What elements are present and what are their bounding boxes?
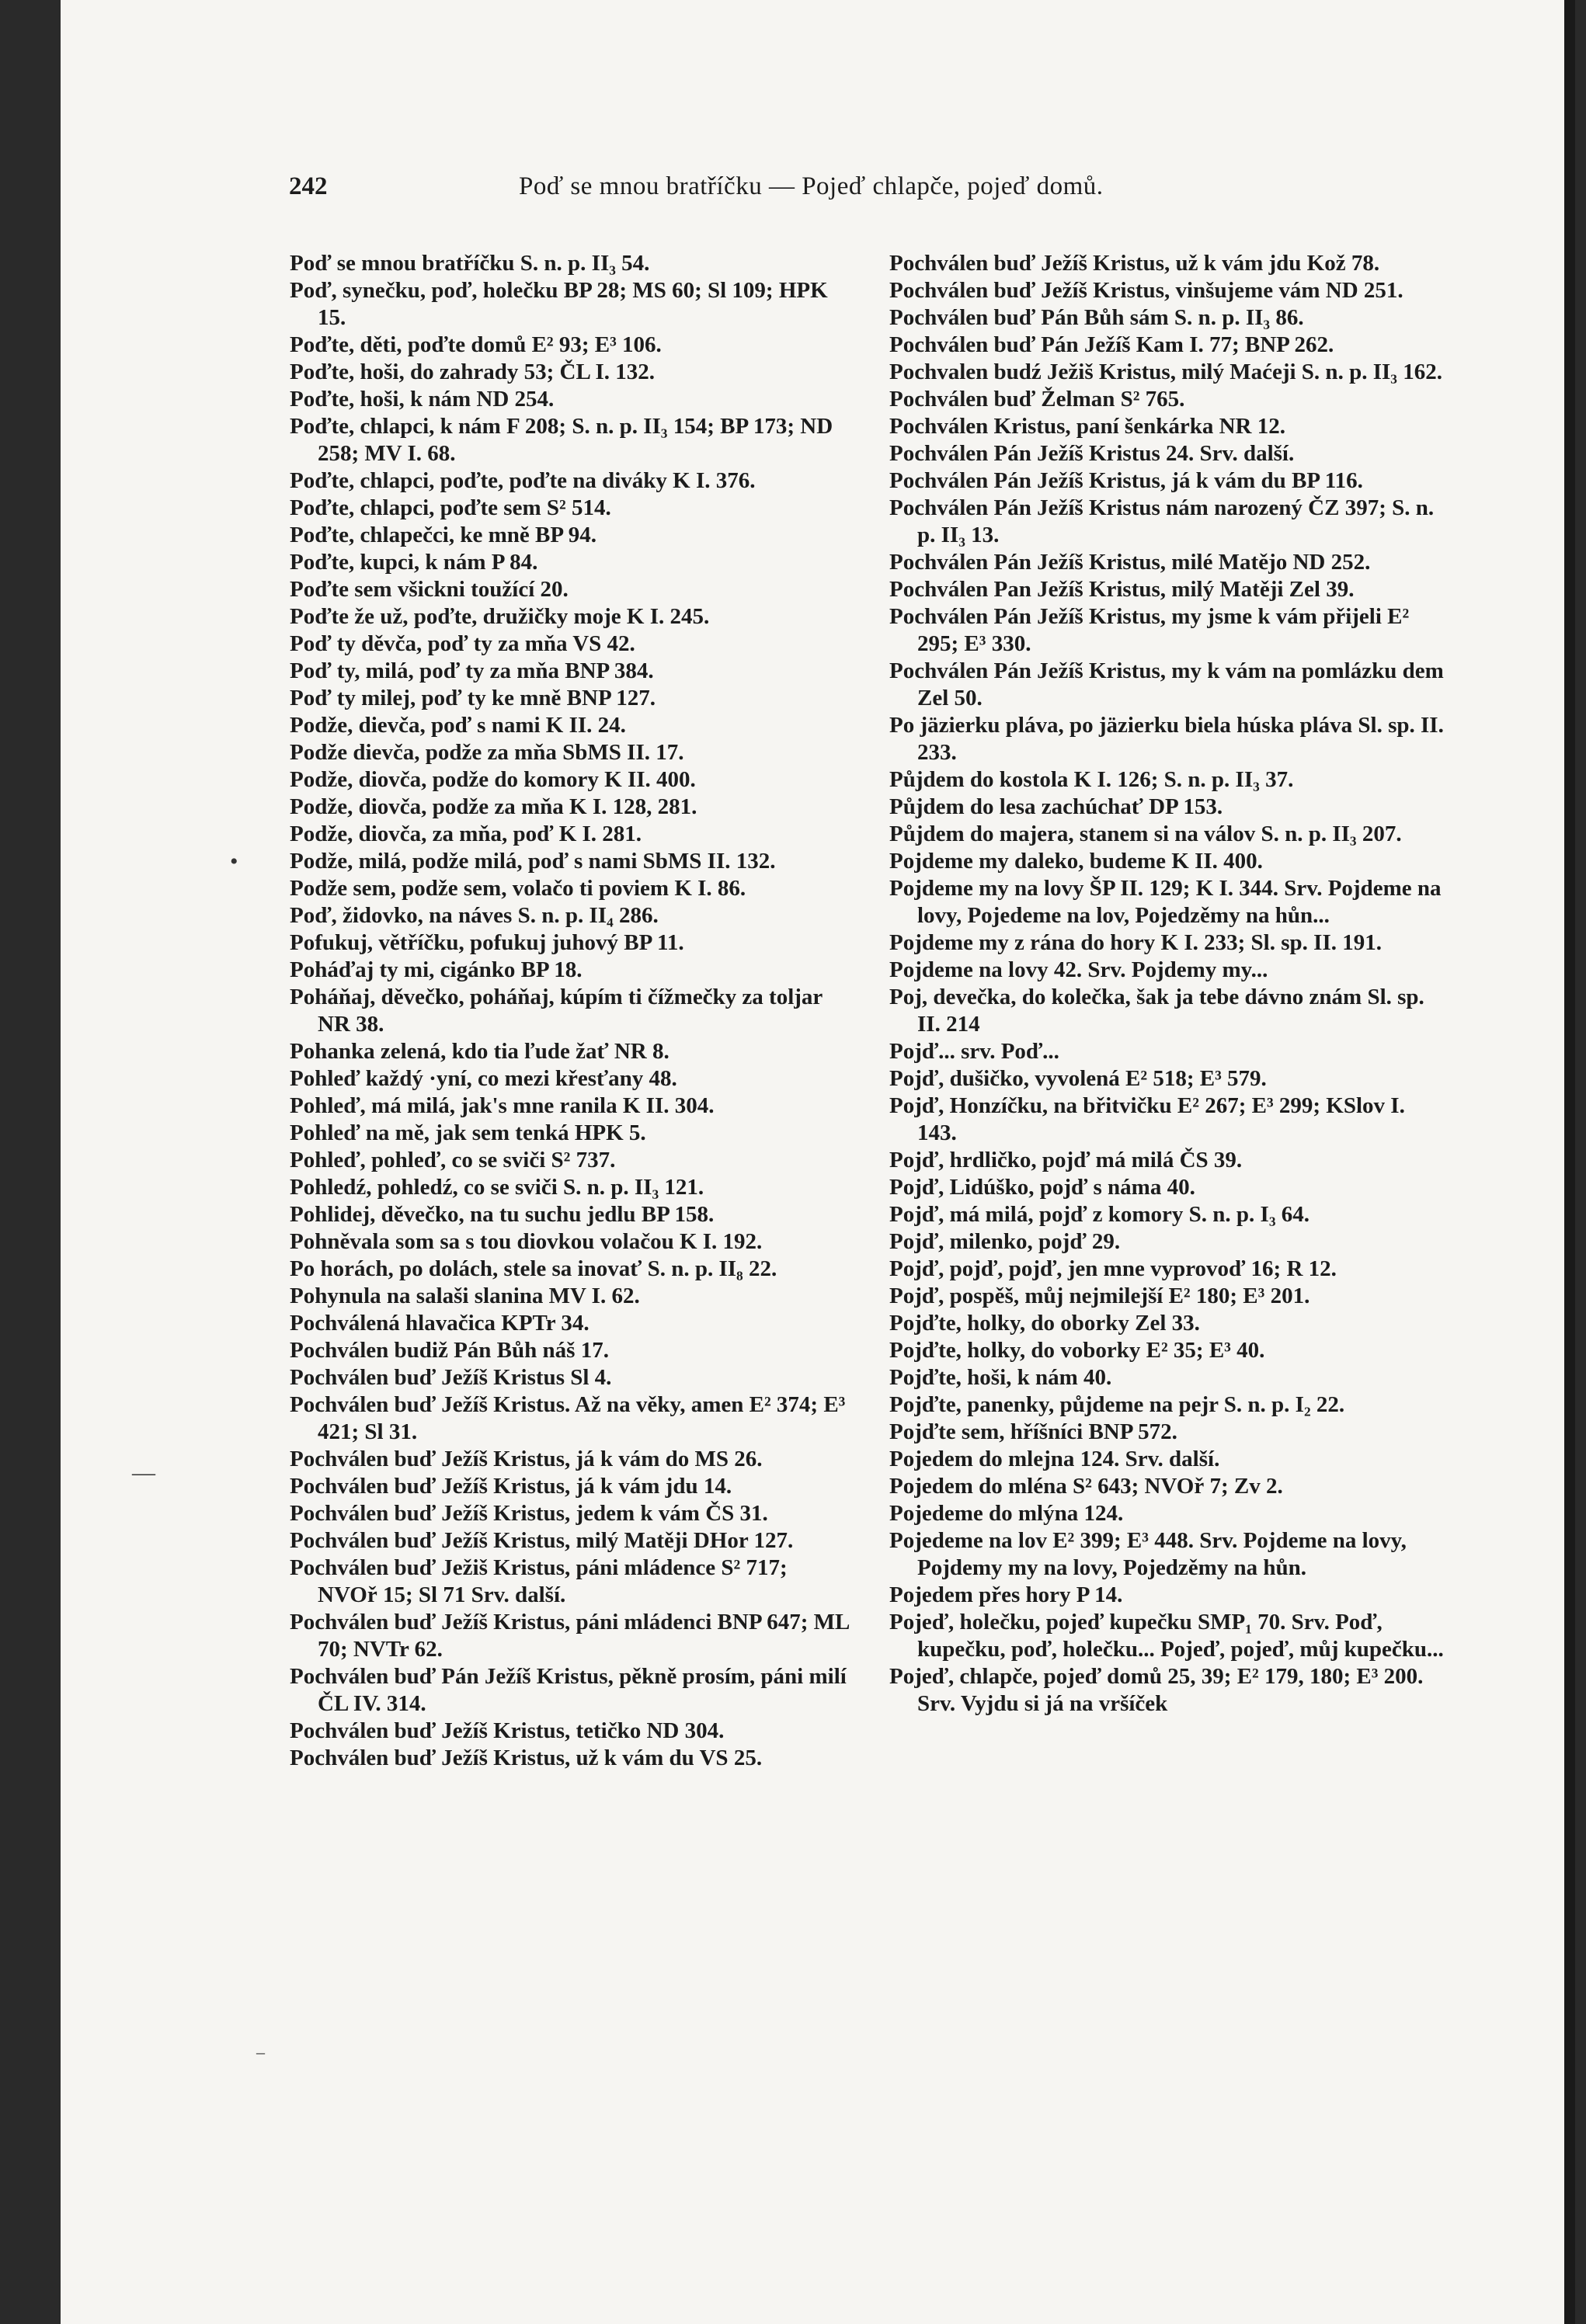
left-column-entry: Poďte, chlapci, poďte, poďte na diváky K I. 376.: [290, 468, 756, 493]
right-column-entry: Pochválen Pán Ježíš Kristus, milé Matějo ND 252.: [889, 550, 1371, 575]
right-column-entry: Pochválen buď Želman S² 765.: [889, 387, 1185, 412]
left-column-entry: Pochválená hlavačica KPTr 34.: [290, 1311, 590, 1336]
right-column-entry: Pochválen buď Ježíš Kristus, už k vám jdu Kož 78.: [889, 251, 1380, 276]
left-column-entry: Podže, dievča, poď s nami K II. 24.: [290, 713, 626, 738]
right-column-entry: Pojďte, hoši, k nám 40.: [889, 1365, 1112, 1390]
right-column-entry: Pojď, má milá, pojď z komory S. n. p. I₃ 64.: [889, 1202, 1310, 1227]
left-column-entry: Poďte, chlapci, k nám F 208; S. n. p. II₃ 154; BP 173; ND 258; MV I. 68.: [290, 414, 833, 466]
right-column-entry: Pojedem do mléna S² 643; NVOř 7; Zv 2.: [889, 1474, 1283, 1499]
left-column-entry: Pohleď, má milá, jak's mne ranila K II. 304.: [290, 1093, 715, 1118]
right-column-entry: Pochválen Pán Ježíš Kristus, my k vám na pomlázku dem Zel 50.: [889, 658, 1444, 710]
right-column-entry: Pojedeme na lov E² 399; E³ 448. Srv. Pojdeme na lovy, Pojdemy my na lovy, Pojedzěmy na hůn.: [889, 1528, 1407, 1580]
left-column-entry: Pochválen buď Ježíš Kristus. Až na věky, amen E² 374; E³ 421; Sl 31.: [290, 1392, 846, 1444]
left-column-entry: Poďte že už, poďte, družičky moje K I. 245.: [290, 604, 710, 629]
left-column-entry: Pochválen buď Ježíš Kristus Sl 4.: [290, 1365, 612, 1390]
left-column-entry: Pohynula na salaši slanina MV I. 62.: [290, 1284, 640, 1308]
right-column-entry: Po jäzierku pláva, po jäzierku biela húska pláva Sl. sp. II. 233.: [889, 713, 1444, 765]
right-column-entry: Pochválen Pán Ježíš Kristus, já k vám du BP 116.: [889, 468, 1363, 493]
left-column-entry: Poď ty milej, poď ty ke mně BNP 127.: [290, 686, 656, 710]
left-column-entry: Podže, diovča, za mňa, poď K I. 281.: [290, 822, 642, 846]
left-column-entry: Pohanka zelená, kdo tia ľude žať NR 8.: [290, 1039, 670, 1064]
left-column-entry: Pochválen buď Pán Ježíš Kristus, pěkně prosím, páni milí ČL IV. 314.: [290, 1664, 847, 1716]
right-column-entry: Pojď, Lidúško, pojď s náma 40.: [889, 1175, 1195, 1200]
right-column-entry: Pochválen Kristus, paní šenkárka NR 12.: [889, 414, 1285, 439]
right-column-entry: Pojďte, panenky, půjdeme na pejr S. n. p. I₂ 22.: [889, 1392, 1345, 1417]
right-column-entry: Pojď, pospěš, můj nejmilejší E² 180; E³ 201.: [889, 1284, 1310, 1308]
left-column-entry: Pochválen buď Ježíš Kristus, já k vám do MS 26.: [290, 1447, 763, 1471]
right-column-entry: Pojedem do mlejna 124. Srv. další.: [889, 1447, 1220, 1471]
left-column: [290, 250, 849, 1772]
right-column-entry: Pojedeme do mlýna 124.: [889, 1501, 1124, 1526]
right-column-entry: Půjdem do lesa zachúchať DP 153.: [889, 794, 1223, 819]
left-column-entry: Poďte, hoši, k nám ND 254.: [290, 387, 555, 412]
right-column-entry: Pojďte, holky, do oborky Zel 33.: [889, 1311, 1200, 1336]
left-column-entry: Pohleď na mě, jak sem tenká HPK 5.: [290, 1120, 646, 1145]
right-column-entry: Poj, devečka, do kolečka, šak ja tebe dávno znám Sl. sp. II. 214: [889, 985, 1424, 1037]
margin-dash-small: –: [256, 2042, 265, 2062]
left-column-entry: Poháďaj ty mi, cigánko BP 18.: [290, 957, 583, 982]
right-column-entry: Pojď, Honzíčku, na břitvičku E² 267; E³ 299; KSlov I. 143.: [889, 1093, 1405, 1145]
left-column-entry: Poďte, chlapci, poďte sem S² 514.: [290, 495, 611, 520]
left-column-entry: Poďte, kupci, k nám P 84.: [290, 550, 538, 575]
left-column-entry: Podže, milá, podže milá, poď s nami SbMS II. 132.: [290, 849, 776, 874]
right-column-entry: Pojdeme my daleko, budeme K II. 400.: [889, 849, 1263, 874]
left-column-entry: Poď ty, milá, poď ty za mňa BNP 384.: [290, 658, 654, 683]
right-column-entry: Pojedem přes hory P 14.: [889, 1582, 1123, 1607]
margin-dash: —: [132, 1460, 155, 1485]
left-column-entry: Podže sem, podže sem, volačo ti poviem K I. 86.: [290, 876, 746, 901]
left-column-entry: Podže, diovča, podže za mňa K I. 128, 281.: [290, 794, 697, 819]
left-column-entry: Pohlidej, děvečko, na tu suchu jedlu BP 158.: [290, 1202, 715, 1227]
right-column-entry: Pojdeme my z rána do hory K I. 233; Sl. sp. II. 191.: [889, 930, 1382, 955]
left-column-entry: Pohledź, pohledź, co se sviči S. n. p. II₃ 121.: [290, 1175, 704, 1200]
right-column-entry: Pojď, pojď, pojď, jen mne vyprovoď 16; R 12.: [889, 1256, 1337, 1281]
right-column-entry: Pojdeme na lovy 42. Srv. Pojdemy my...: [889, 957, 1268, 982]
left-column-entry: Pofukuj, větříčku, pofukuj juhový BP 11.: [290, 930, 684, 955]
left-column-entry: Poháňaj, děvečko, poháňaj, kúpím ti čížmečky za toljar NR 38.: [290, 985, 823, 1037]
left-column-entry: Pochválen buď Ježíš Kristus, tetičko ND 304.: [290, 1718, 725, 1743]
left-column-entry: Pohleď, pohleď, co se sviči S² 737.: [290, 1148, 616, 1172]
left-column-entry: Poďte, hoši, do zahrady 53; ČL I. 132.: [290, 360, 655, 384]
right-column-entry: Pojď, milenko, pojď 29.: [889, 1229, 1121, 1254]
right-column-entry: Pojď... srv. Poď...: [889, 1039, 1059, 1064]
right-column: [889, 250, 1449, 1718]
left-column-entry: Pochválen budiž Pán Bůh náš 17.: [290, 1338, 609, 1363]
right-column-entry: Pojdeme my na lovy ŠP II. 129; K I. 344. Srv. Pojdeme na lovy, Pojedeme na lov, Pojedzěmy na hůn...: [889, 876, 1442, 928]
right-column-entry: Pojď, dušičko, vyvolená E² 518; E³ 579.: [889, 1066, 1267, 1091]
right-column-entry: Pochválen buď Ježíš Kristus, vinšujeme vám ND 251.: [889, 278, 1403, 303]
left-column-entry: Pohněvala som sa s tou diovkou volačou K I. 192.: [290, 1229, 763, 1254]
margin-dot: •: [230, 849, 238, 874]
right-column-entry: Pojeď, holečku, pojeď kupečku SMP₁ 70. Srv. Poď, kupečku, poď, holečku... Pojeď, pojeď, můj kupečku...: [889, 1610, 1444, 1662]
left-column-entry: Poďte, chlapečci, ke mně BP 94.: [290, 523, 596, 547]
left-column-entry: Poďte sem všickni toužící 20.: [290, 577, 569, 602]
right-column-entry: Pojeď, chlapče, pojeď domů 25, 39; E² 179, 180; E³ 200. Srv. Vyjdu si já na vršíček: [889, 1664, 1424, 1716]
left-column-entry: Pochválen buď Ježiš Kristus, páni mládence S² 717; NVOř 15; Sl 71 Srv. další.: [290, 1555, 788, 1607]
left-column-entry: Poď ty děvča, poď ty za mňa VS 42.: [290, 631, 635, 656]
left-column-entry: Pochválen buď Ježíš Kristus, milý Matěji DHor 127.: [290, 1528, 794, 1553]
page-header: [289, 172, 1477, 203]
left-column-entry: Pochválen buď Ježíš Kristus, už k vám du VS 25.: [290, 1746, 763, 1770]
right-column-entry: Pochválen Pán Ježíš Kristus nám narozený ČZ 397; S. n. p. II₃ 13.: [889, 495, 1435, 547]
right-column-entry: Pojďte sem, hříšníci BNP 572.: [889, 1419, 1177, 1444]
right-column-entry: Pochválen Pán Ježíš Kristus, my jsme k vám přijeli E² 295; E³ 330.: [889, 604, 1410, 656]
left-column-entry: Poď, židovko, na náves S. n. p. II₄ 286.: [290, 903, 659, 928]
left-column-entry: Pohleď každý ·yní, co mezi křesťany 48.: [290, 1066, 677, 1091]
running-head: Poď se mnou bratříčku — Pojeď chlapče, pojeď domů.: [519, 172, 1104, 200]
right-column-entry: Pochválen Pán Ježíš Kristus 24. Srv. další.: [889, 441, 1295, 466]
left-column-entry: Pochválen buď Ježíš Kristus, páni mládenci BNP 647; ML 70; NVTr 62.: [290, 1610, 849, 1662]
right-column-entry: Půjdem do kostola K I. 126; S. n. p. II₃ 37.: [889, 767, 1294, 792]
right-column-entry: Pochvalen budź Ježiš Kristus, milý Maćeji S. n. p. II₃ 162.: [889, 360, 1442, 384]
left-column-entry: Pochválen buď Ježíš Kristus, jedem k vám ČS 31.: [290, 1501, 768, 1526]
left-column-entry: Podže dievča, podže za mňa SbMS II. 17.: [290, 740, 684, 765]
right-column-entry: Pojďte, holky, do voborky E² 35; E³ 40.: [889, 1338, 1265, 1363]
right-column-entry: Pochválen buď Pán Bůh sám S. n. p. II₃ 86.: [889, 305, 1304, 330]
right-column-entry: Pochválen Pan Ježíš Kristus, milý Matěji Zel 39.: [889, 577, 1355, 602]
right-column-entry: Půjdem do majera, stanem si na válov S. n. p. II₃ 207.: [889, 822, 1402, 846]
left-column-entry: Po horách, po dolách, stele sa inovať S. n. p. II₈ 22.: [290, 1256, 777, 1281]
page-edge-shadow: [1564, 0, 1575, 2324]
left-column-entry: Podže, diovča, podže do komory K II. 400.: [290, 767, 696, 792]
page-number: 242: [289, 172, 328, 200]
left-column-entry: Poďte, děti, poďte domů E² 93; E³ 106.: [290, 332, 662, 357]
left-column-entry: Pochválen buď Ježíš Kristus, já k vám jdu 14.: [290, 1474, 732, 1499]
right-column-entry: Pojď, hrdličko, pojď má milá ČS 39.: [889, 1148, 1243, 1172]
left-column-entry: Poď, synečku, poď, holečku BP 28; MS 60; Sl 109; HPK 15.: [290, 278, 828, 330]
left-column-entry: Poď se mnou bratříčku S. n. p. II₃ 54.: [290, 251, 650, 276]
right-column-entry: Pochválen buď Pán Ježíš Kam I. 77; BNP 262.: [889, 332, 1334, 357]
